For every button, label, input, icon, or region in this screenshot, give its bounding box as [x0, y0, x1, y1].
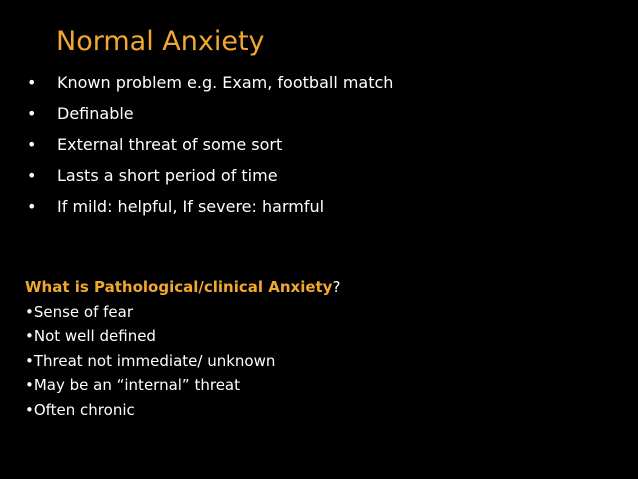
bullet-marker: • — [27, 197, 37, 216]
clinical-anxiety-section — [25, 275, 340, 422]
bullet-text: Definable — [57, 104, 134, 123]
bullet-text: External threat of some sort — [57, 135, 283, 154]
section-heading — [25, 275, 340, 300]
section-line: •Threat not immediate/ unknown — [25, 351, 276, 370]
section-line: •May be an “internal” threat — [25, 376, 241, 394]
section-heading-highlight: What is Pathological/clinical Anxiety — [25, 278, 333, 296]
bullet-marker: • — [27, 104, 37, 123]
section-line: •Not well defined — [25, 327, 156, 345]
section-heading-question-mark: ? — [332, 278, 341, 296]
section-line: •Sense of fear — [25, 302, 134, 321]
bullet-marker: • — [27, 135, 37, 154]
section-line: •Often chronic — [25, 400, 135, 419]
bullet-text: Known problem e.g. Exam, football match — [57, 73, 394, 92]
bullet-text: Lasts a short period of time — [57, 166, 278, 185]
bullet-text: If mild: helpful, If severe: harmful — [57, 197, 325, 216]
bullet-marker: • — [27, 73, 37, 92]
slide-title: Normal Anxiety — [56, 26, 265, 57]
bullet-marker: • — [27, 166, 37, 185]
